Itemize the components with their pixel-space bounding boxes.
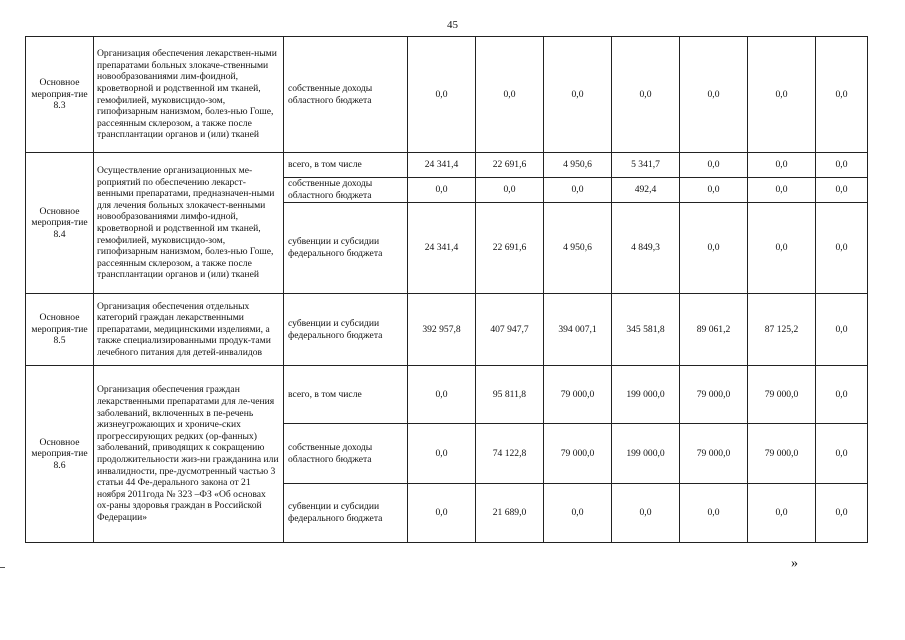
amount-cell: 4 950,6 xyxy=(544,203,612,294)
amount-cell: 95 811,8 xyxy=(476,366,544,424)
amount-cell: 79 000,0 xyxy=(748,424,816,484)
amount-cell: 0,0 xyxy=(748,37,816,153)
funding-source: всего, в том числе xyxy=(284,366,408,424)
amount-cell: 0,0 xyxy=(748,484,816,543)
amount-cell: 0,0 xyxy=(612,37,680,153)
amount-cell: 0,0 xyxy=(476,37,544,153)
table-row xyxy=(26,366,868,424)
amount-cell: 199 000,0 xyxy=(612,366,680,424)
amount-cell: 0,0 xyxy=(408,366,476,424)
funding-source: субвенции и субсидии федерального бюджета xyxy=(284,484,408,543)
funding-source: собственные доходы областного бюджета xyxy=(284,178,408,203)
amount-cell: 0,0 xyxy=(408,424,476,484)
amount-cell: 0,0 xyxy=(816,37,868,153)
amount-cell: 345 581,8 xyxy=(612,294,680,366)
measure-name: Основное мероприя-тие 8.6 xyxy=(26,366,94,543)
amount-cell: 22 691,6 xyxy=(476,203,544,294)
measure-description: Осуществление организационных ме-роприятий по обеспечению лекарст-венными препаратами, предназначен-ными для лечения больных злокачест-венными новообразованиями лимфо-идной, кроветворной и родственной им тканей, гемофилией, муковисцидо-зом, гипофизарным нанизмом, болез-нью Гоше, рассеянным склерозом, а также после трансплантации органов и (или) тканей xyxy=(94,153,284,294)
amount-cell: 0,0 xyxy=(544,484,612,543)
amount-cell: 74 122,8 xyxy=(476,424,544,484)
amount-cell: 24 341,4 xyxy=(408,153,476,178)
amount-cell: 87 125,2 xyxy=(748,294,816,366)
amount-cell: 0,0 xyxy=(680,203,748,294)
measure-description: Организация обеспечения отдельных категорий граждан лекарственными препаратами, медицинскими изделиями, а также специализированными продук-тами лечебного питания для детей-инвалидов xyxy=(94,294,284,366)
amount-cell: 0,0 xyxy=(680,484,748,543)
amount-cell: 0,0 xyxy=(680,178,748,203)
amount-cell: 4 950,6 xyxy=(544,153,612,178)
amount-cell: 0,0 xyxy=(748,178,816,203)
amount-cell: 199 000,0 xyxy=(612,424,680,484)
budget-table xyxy=(25,36,868,543)
amount-cell: 0,0 xyxy=(680,153,748,178)
amount-cell: 79 000,0 xyxy=(680,424,748,484)
amount-cell: 0,0 xyxy=(816,424,868,484)
amount-cell: 4 849,3 xyxy=(612,203,680,294)
measure-description: Организация обеспечения лекарствен-ными препаратами больных злокаче-ственными новообразованиями лим-фоидной, кроветворной и родственной им тканей, гемофилией, муковисцидо-зом, гипофизарным нанизмом, болез-нью Гоше, рассеянным склерозом, а также после трансплантации органов и (или) тканей xyxy=(94,37,284,153)
amount-cell: 0,0 xyxy=(748,203,816,294)
amount-cell: 21 689,0 xyxy=(476,484,544,543)
amount-cell: 24 341,4 xyxy=(408,203,476,294)
amount-cell: 0,0 xyxy=(816,294,868,366)
amount-cell: 0,0 xyxy=(408,178,476,203)
amount-cell: 0,0 xyxy=(816,178,868,203)
margin-mark xyxy=(0,567,5,568)
funding-source: собственные доходы областного бюджета xyxy=(284,37,408,153)
amount-cell: 0,0 xyxy=(476,178,544,203)
table-row xyxy=(26,294,868,366)
measure-name: Основное мероприя-тие 8.4 xyxy=(26,153,94,294)
funding-source: собственные доходы областного бюджета xyxy=(284,424,408,484)
closing-quote-mark: » xyxy=(791,556,798,571)
amount-cell: 0,0 xyxy=(816,484,868,543)
amount-cell: 394 007,1 xyxy=(544,294,612,366)
amount-cell: 0,0 xyxy=(816,153,868,178)
amount-cell: 89 061,2 xyxy=(680,294,748,366)
amount-cell: 22 691,6 xyxy=(476,153,544,178)
amount-cell: 0,0 xyxy=(816,203,868,294)
funding-source: всего, в том числе xyxy=(284,153,408,178)
amount-cell: 0,0 xyxy=(748,153,816,178)
amount-cell: 0,0 xyxy=(544,37,612,153)
amount-cell: 0,0 xyxy=(544,178,612,203)
amount-cell: 0,0 xyxy=(612,484,680,543)
measure-name: Основное мероприя-тие 8.3 xyxy=(26,37,94,153)
amount-cell: 492,4 xyxy=(612,178,680,203)
funding-source: субвенции и субсидии федерального бюджета xyxy=(284,203,408,294)
measure-description: Организация обеспечения граждан лекарственными препаратами для ле-чения заболеваний, включенных в пе-речень жизнеугрожающих и хрониче-ских прогрессирующих редких (ор-фанных) заболеваний, приводящих к сокращению продолжительности жиз-ни гражданина или инвалидности, пре-дусмотренный частью 3 статьи 44 Фе-дерального закона от 21 ноября 2011года № 323 –ФЗ «Об основах ох-раны здоровья граждан в Российской Федерации» xyxy=(94,366,284,543)
amount-cell: 5 341,7 xyxy=(612,153,680,178)
funding-source: субвенции и субсидии федерального бюджета xyxy=(284,294,408,366)
measure-name: Основное мероприя-тие 8.5 xyxy=(26,294,94,366)
table-row xyxy=(26,153,868,178)
table-row xyxy=(26,37,868,153)
amount-cell: 407 947,7 xyxy=(476,294,544,366)
amount-cell: 0,0 xyxy=(680,37,748,153)
page-number: 45 xyxy=(447,19,458,31)
amount-cell: 0,0 xyxy=(408,484,476,543)
amount-cell: 79 000,0 xyxy=(544,424,612,484)
amount-cell: 0,0 xyxy=(408,37,476,153)
amount-cell: 79 000,0 xyxy=(680,366,748,424)
amount-cell: 0,0 xyxy=(816,366,868,424)
amount-cell: 79 000,0 xyxy=(544,366,612,424)
amount-cell: 392 957,8 xyxy=(408,294,476,366)
amount-cell: 79 000,0 xyxy=(748,366,816,424)
